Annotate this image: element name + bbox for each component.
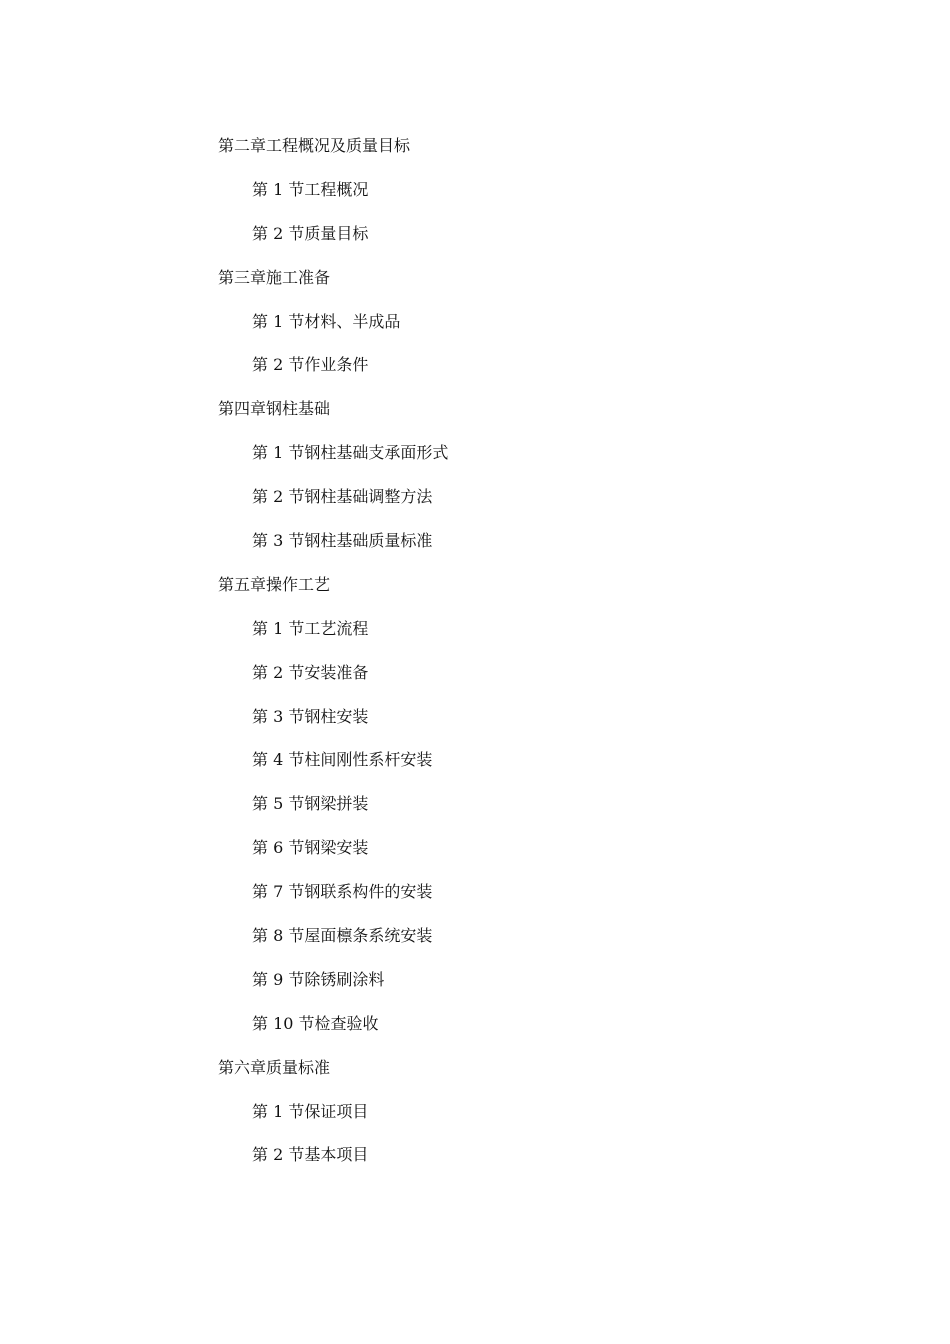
- table-of-contents: [218, 124, 778, 1177]
- toc-chapter-6: 第六章质量标准: [218, 1057, 331, 1077]
- toc-section-4-2: 第 2 节钢柱基础调整方法: [252, 487, 433, 507]
- toc-section-5-8: 第 8 节屋面檩条系统安装: [252, 926, 433, 946]
- toc-section-2-1: 第 1 节工程概况: [252, 179, 369, 199]
- toc-section-6-1: 第 1 节保证项目: [252, 1101, 369, 1121]
- toc-section-2-2: 第 2 节质量目标: [252, 223, 369, 243]
- toc-section-5-10: 第 10 节检查验收: [252, 1013, 379, 1033]
- toc-chapter-4: 第四章钢柱基础: [218, 399, 331, 419]
- toc-section-5-9: 第 9 节除锈刷涂料: [252, 969, 385, 989]
- toc-section-5-3: 第 3 节钢柱安装: [252, 706, 369, 726]
- toc-section-4-1: 第 1 节钢柱基础支承面形式: [252, 443, 449, 463]
- toc-chapter-2: 第二章工程概况及质量目标: [218, 136, 411, 155]
- toc-section-3-2: 第 2 节作业条件: [252, 355, 369, 375]
- toc-chapter-5: 第五章操作工艺: [218, 574, 331, 594]
- toc-section-4-3: 第 3 节钢柱基础质量标准: [252, 531, 433, 551]
- toc-section-5-2: 第 2 节安装准备: [252, 662, 369, 682]
- toc-section-5-1: 第 1 节工艺流程: [252, 618, 369, 638]
- toc-section-6-2: 第 2 节基本项目: [252, 1145, 369, 1165]
- toc-section-5-7: 第 7 节钢联系构件的安装: [252, 882, 433, 902]
- toc-section-5-6: 第 6 节钢梁安装: [252, 838, 369, 858]
- toc-chapter-3: 第三章施工准备: [218, 267, 331, 287]
- toc-section-5-4: 第 4 节柱间刚性系杆安装: [252, 750, 433, 770]
- toc-section-5-5: 第 5 节钢梁拼装: [252, 794, 369, 814]
- toc-section-3-1: 第 1 节材料、半成品: [252, 311, 401, 331]
